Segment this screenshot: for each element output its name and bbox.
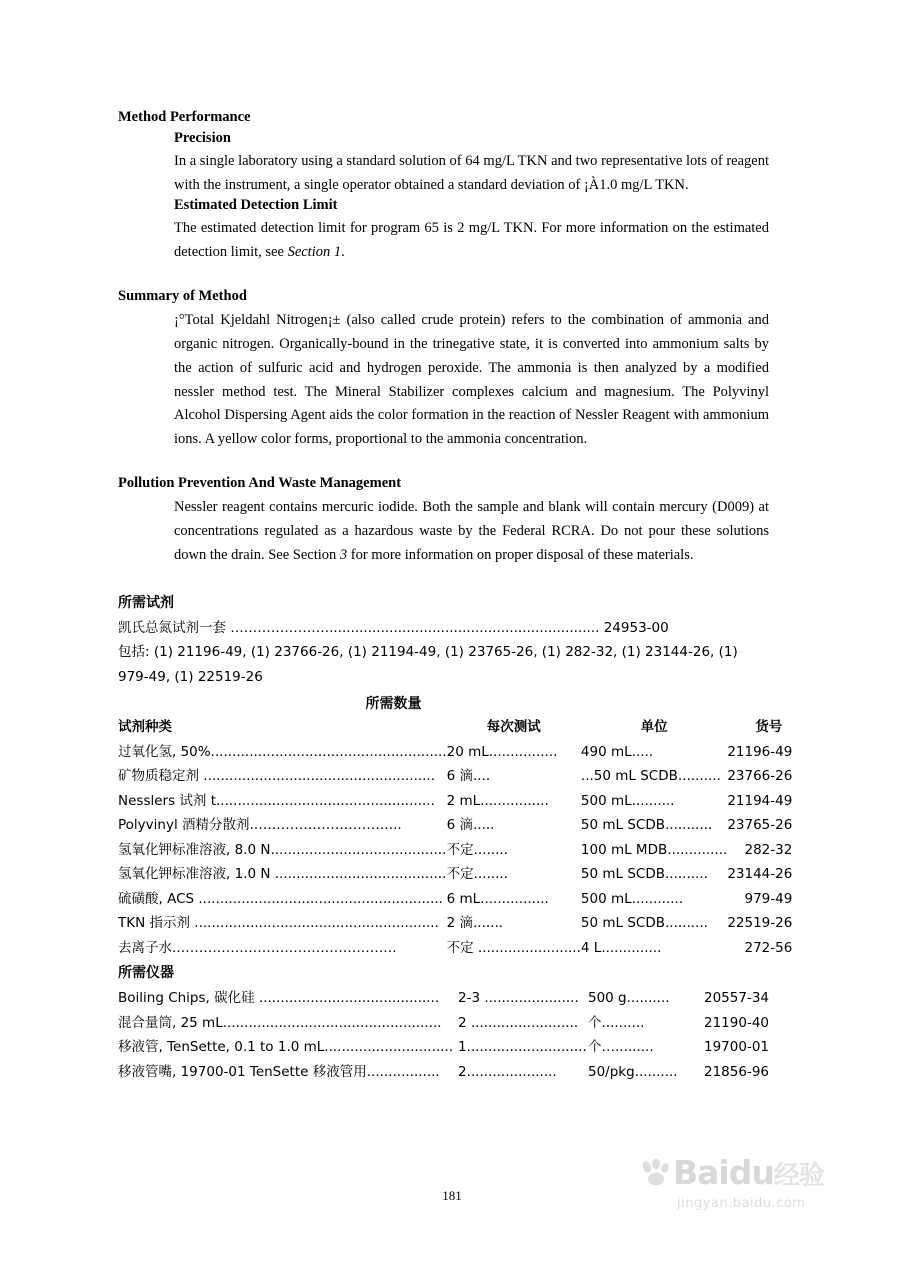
- apparatus-unit-value: 个: [588, 1014, 602, 1031]
- apparatus-unit-value: 个: [588, 1039, 602, 1056]
- reagent-unit: [581, 862, 727, 887]
- reagent-unit: [581, 764, 727, 789]
- reagent-catalog: 21194-49: [727, 792, 793, 809]
- reagent-unit-value: ...50 mL SCDB: [580, 768, 678, 785]
- table-row: [118, 740, 792, 765]
- apparatus-per-test-value: 1: [458, 1039, 467, 1056]
- reagent-per-test: [447, 936, 581, 961]
- edl-text-post: .: [341, 243, 345, 260]
- reagent-unit-value: 100 mL MDB: [580, 841, 668, 858]
- reagents-table: [118, 715, 792, 960]
- watermark-brand-part1: Bai: [673, 1153, 729, 1192]
- dots-leader-1: ........: [473, 866, 508, 883]
- document-content: [118, 109, 793, 1084]
- dots-leader-2: ..........: [665, 866, 708, 883]
- reagent-unit-value: 490 mL: [580, 743, 632, 760]
- table-row: [118, 986, 769, 1011]
- dots-leader-1: ......................: [480, 990, 579, 1007]
- pollution-text-post: for more information on proper disposal of these materials.: [347, 547, 694, 564]
- reagent-unit: [581, 887, 727, 912]
- reagent-per-test: [447, 887, 581, 912]
- watermark-brand-part2: du: [728, 1153, 774, 1192]
- reagent-unit-value: 50 mL SCDB: [580, 866, 665, 883]
- apparatus-per-test: [458, 1060, 588, 1085]
- reagent-unit: [581, 813, 727, 838]
- apparatus-per-test: [458, 1011, 588, 1036]
- dots-leader-2: ..........: [677, 768, 721, 785]
- reagent-per-test: [447, 764, 581, 789]
- reagent-per-test-value: 不定: [446, 841, 474, 858]
- reagent-unit: [581, 740, 727, 765]
- reagent-catalog: 979-49: [744, 890, 793, 907]
- reagent-catalog: 282-32: [744, 841, 793, 858]
- reagent-includes-line: 包括: (1) 21196-49, (1) 23766-26, (1) 21194-49, (1) 23765-26, (1) 282-32, (1) 23144-26, (1) 979-49, (1) 22519-26: [118, 644, 738, 685]
- section-heading-apparatus: 所需仪器: [118, 965, 174, 982]
- dots-leader-2: ............: [631, 890, 684, 907]
- section-heading-summary-of-method: Summary of Method: [118, 287, 247, 304]
- edl-section-reference: Section 1: [287, 243, 342, 260]
- reagent-per-test: [447, 789, 581, 814]
- reagent-name: 去离子水.………………………………………….: [118, 939, 397, 956]
- apparatus-per-test: [458, 986, 588, 1011]
- sub-heading-estimated-detection-limit: Estimated Detection Limit: [174, 196, 338, 213]
- reagent-name: 氢氧化钾标准溶液, 1.0 N ........................................: [118, 866, 447, 883]
- reagent-per-test-value: 2 滴: [446, 915, 473, 932]
- reagent-unit: [581, 936, 727, 961]
- dots-leader-1: ................: [488, 743, 558, 760]
- reagent-unit-value: 500 mL: [580, 890, 632, 907]
- quantity-required-title: 所需数量: [365, 696, 422, 713]
- dots-leader-2: ..............: [667, 841, 728, 858]
- reagent-per-test-value: 20 mL: [446, 743, 489, 760]
- dots-leader-2: ..............: [601, 939, 662, 956]
- dots-leader-2: ..........: [634, 1063, 678, 1080]
- dots-leader-1: .......: [473, 915, 504, 932]
- reagent-unit: [581, 838, 727, 863]
- reagent-name: Nesslers 试剂 t...................................................: [118, 792, 435, 809]
- reagent-unit: [581, 911, 727, 936]
- dots-leader-2: .....: [631, 743, 654, 760]
- table-header-row: [118, 715, 792, 740]
- column-header-catalog: 货号: [755, 719, 783, 736]
- paragraph-precision: In a single laboratory using a standard solution of 64 mg/L TKN and two representative lots of reagent with the instrument, a single operator obtained a standard deviation of ¡À1.0 mg/L TKN.: [174, 153, 769, 193]
- paragraph-estimated-detection-limit: [118, 217, 769, 265]
- column-header-per-test: 每次测试: [486, 719, 541, 736]
- reagent-catalog: 21196-49: [727, 743, 793, 760]
- reagent-name: 过氧化氢, 50%.......................................................: [118, 743, 447, 760]
- apparatus-unit: [588, 986, 698, 1011]
- reagent-per-test-value: 6 滴: [446, 817, 473, 834]
- section-heading-pollution-prevention: Pollution Prevention And Waste Management: [118, 474, 402, 491]
- apparatus-name: Boiling Chips, 碳化硅 ..........................................: [118, 990, 440, 1007]
- reagent-unit-value: 500 mL: [580, 792, 632, 809]
- reagent-catalog: 272-56: [744, 939, 793, 956]
- apparatus-catalog: 21856-96: [704, 1063, 769, 1080]
- column-header-unit: 单位: [640, 719, 668, 736]
- table-row: [118, 789, 792, 814]
- apparatus-per-test: [458, 1035, 588, 1060]
- reagent-per-test: [447, 911, 581, 936]
- table-row: [118, 1035, 769, 1060]
- page-number: 181: [442, 1188, 462, 1203]
- dots-leader-1: ................: [480, 792, 549, 809]
- apparatus-catalog: 20557-34: [704, 990, 769, 1007]
- table-row: [118, 1060, 769, 1085]
- reagent-catalog: 23765-26: [727, 817, 793, 834]
- section-heading-method-performance: Method Performance: [118, 109, 251, 125]
- reagent-kit-line: 凯氏总氮试剂一套 …………………................................................................ 24953-00: [118, 619, 669, 636]
- paragraph-pollution-prevention: [118, 496, 769, 567]
- table-row: [118, 911, 792, 936]
- dots-leader-1: .........................: [466, 1014, 579, 1031]
- table-row: [118, 813, 792, 838]
- reagent-unit-value: 50 mL SCDB: [580, 817, 665, 834]
- apparatus-table: [118, 986, 769, 1084]
- apparatus-unit: [588, 1035, 698, 1060]
- dots-leader-2: ..........: [631, 792, 675, 809]
- dots-leader-1: ....: [473, 768, 491, 785]
- dots-leader-1: ........: [473, 841, 508, 858]
- apparatus-catalog: 19700-01: [704, 1039, 769, 1056]
- reagent-name: Polyvinyl 酒精分散剂.…………………………...: [118, 817, 402, 834]
- dots-leader-1: .....: [473, 817, 495, 834]
- reagent-catalog: 22519-26: [727, 915, 793, 932]
- table-row: [118, 936, 792, 961]
- column-header-type: 试剂种类: [118, 719, 172, 736]
- reagent-per-test-value: 6 滴: [446, 768, 473, 785]
- apparatus-name: 混合量筒, 25 mL...................................................: [118, 1014, 442, 1031]
- dots-leader-2: ..........: [601, 1014, 645, 1031]
- dots-leader-2: ..........: [626, 990, 670, 1007]
- apparatus-unit-value: 50/pkg: [588, 1063, 635, 1080]
- pollution-section-reference: 3: [339, 547, 348, 564]
- pollution-text-pre: Nessler reagent contains mercuric iodide. Both the sample and blank will contain mercury (D009) at concentrations regulated as a hazardous waste by the Federal RCRA. Do not pour these solutions down the drain. See Section: [174, 499, 769, 564]
- reagent-name: 硫磺酸, ACS .........................................................: [118, 890, 443, 907]
- dots-leader-1: ........................: [473, 939, 581, 956]
- edl-text-pre: The estimated detection limit for program 65 is 2 mg/L TKN. For more information on the estimated detection limit, see: [174, 220, 769, 260]
- apparatus-name: 移液管嘴, 19700-01 TenSette 移液管用.................: [118, 1063, 440, 1080]
- reagent-per-test: [447, 813, 581, 838]
- paw-icon: [641, 1159, 671, 1187]
- reagent-name: 矿物质稳定剂 ......................................................: [118, 768, 436, 785]
- table-row: [118, 764, 792, 789]
- apparatus-per-test-value: 2-3: [458, 990, 481, 1007]
- reagent-catalog: 23144-26: [727, 866, 793, 883]
- reagent-unit-value: 4 L: [580, 939, 602, 956]
- reagent-per-test-value: 6 mL: [446, 890, 481, 907]
- reagent-per-test: [447, 740, 581, 765]
- apparatus-catalog: 21190-40: [704, 1014, 769, 1031]
- apparatus-unit: [588, 1060, 698, 1085]
- apparatus-name: 移液管, TenSette, 0.1 to 1.0 mL..............................: [118, 1039, 454, 1056]
- reagent-catalog: 23766-26: [727, 768, 793, 785]
- table-row: [118, 838, 792, 863]
- apparatus-unit-value: 500 g: [588, 990, 627, 1007]
- section-heading-reagents: 所需试剂: [118, 594, 174, 611]
- sub-heading-precision: Precision: [174, 129, 231, 146]
- apparatus-per-test-value: 2: [458, 1014, 467, 1031]
- reagent-per-test: [447, 838, 581, 863]
- apparatus-unit: [588, 1011, 698, 1036]
- watermark-url: jingyan.baidu.com: [677, 1196, 806, 1211]
- watermark-brand-cn: 经验: [773, 1161, 824, 1191]
- reagent-unit: [581, 789, 727, 814]
- paragraph-summary-of-method: ¡°Total Kjeldahl Nitrogen¡± (also called crude protein) refers to the combination of ammonia and organic nitrogen. Organically-bound in the trinegative state, it is converted into ammonium salts by the action of sulfuric acid and hydrogen peroxide. The ammonia is then analyzed by a modified nessler method test. The Mineral Stabilizer complexes calcium and magnesium. The Polyvinyl Alcohol Dispersing Agent aids the color formation in the reaction of Nessler Reagent with ammonium ions. A yellow color forms, proportional to the ammonia concentration.: [174, 312, 769, 448]
- reagent-per-test-value: 不定: [446, 939, 474, 956]
- dots-leader-1: ............................: [466, 1039, 587, 1056]
- reagent-per-test-value: 不定: [446, 866, 474, 883]
- table-row: [118, 862, 792, 887]
- dots-leader-1: ................: [480, 890, 549, 907]
- dots-leader-2: ..........: [665, 915, 708, 932]
- apparatus-per-test-value: 2: [458, 1063, 467, 1080]
- reagent-per-test-value: 2 mL: [446, 792, 481, 809]
- dots-leader-2: ….........: [601, 1039, 654, 1056]
- reagent-name: 氢氧化钾标准溶液, 8.0 N.........................................: [118, 841, 447, 858]
- table-row: [118, 887, 792, 912]
- reagent-unit-value: 50 mL SCDB: [580, 915, 665, 932]
- dots-leader-2: ...........: [665, 817, 713, 834]
- dots-leader-1: .....................: [466, 1063, 557, 1080]
- table-row: [118, 1011, 769, 1036]
- reagent-per-test: [447, 862, 581, 887]
- reagent-name: TKN 指示剂 .........................................................: [118, 915, 439, 932]
